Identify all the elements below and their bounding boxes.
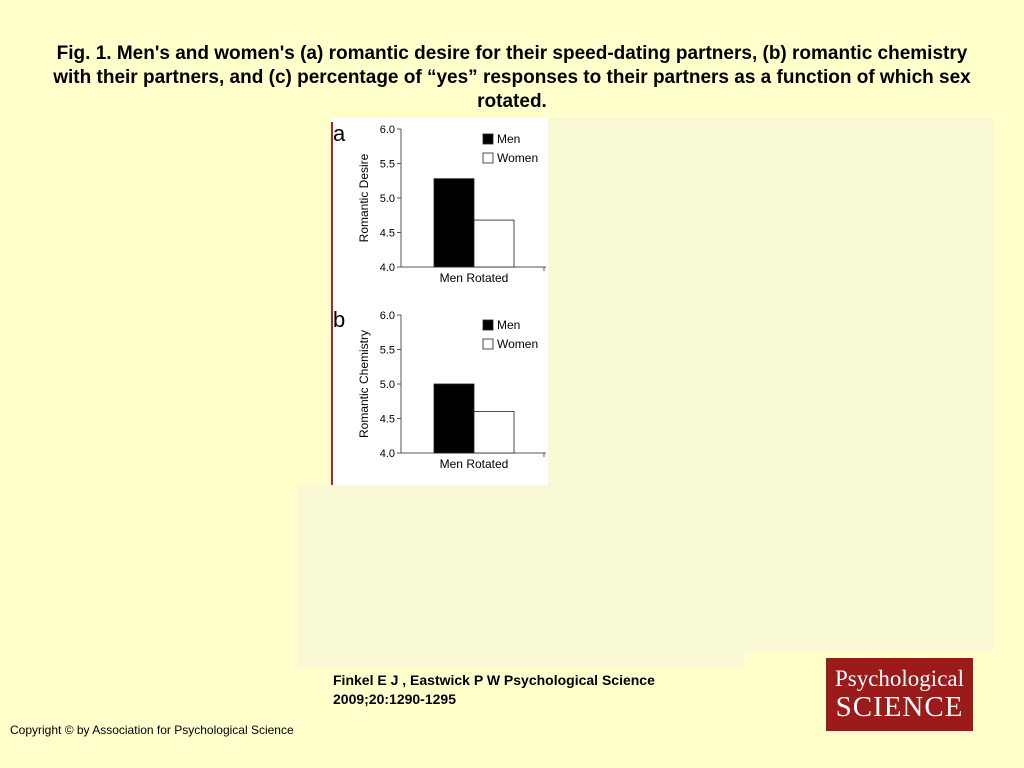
y-tick-label: 5.0 [379,193,395,205]
x-category-label: Men Rotated [439,271,509,285]
copyright-notice: Copyright © by Association for Psychological Science [10,723,294,737]
y-tick-label: 6.0 [379,310,395,322]
panel-label: a [333,121,346,146]
legend-label-women: Women [497,151,539,165]
y-tick-label: 5.5 [379,344,395,357]
panel-label: b [333,307,346,332]
citation-volume: 2009;20:1290-1295 [333,691,456,707]
y-tick-label: 4.5 [379,413,395,426]
y-tick-label: 6.0 [379,124,395,136]
y-tick-label: 4.0 [379,262,395,274]
citation-authors-journal: Finkel E J , Eastwick P W Psychological Science [333,672,655,688]
figure-title: Fig. 1. Men's and women's (a) romantic desire for their speed-dating partners, (b) romantic chemistry with their partners, and (c) percentage of “yes” responses to their partners as a function of which sex rotated. [53,43,971,112]
logo-line-2: SCIENCE [835,691,964,723]
legend-swatch-women [483,339,493,349]
y-axis-label: Romantic Desire [357,153,371,243]
figure-panel-background-bottom [297,485,744,668]
logo-line-1: Psychological [834,666,965,691]
chart-area [331,118,548,485]
bar-women [474,412,514,453]
y-tick-label: 4.0 [379,448,395,460]
chart-svg [331,118,548,485]
legend-swatch-men [483,320,493,330]
y-tick-label: 5.0 [379,379,395,391]
citation [333,671,655,709]
legend-swatch-women [483,153,493,163]
y-tick-label: 5.5 [379,158,395,171]
psychological-science-logo [826,658,973,731]
bar-men [434,179,474,267]
legend-swatch-men [483,134,493,144]
legend-label-men: Men [497,132,521,146]
legend-label-women: Women [497,337,539,351]
bar-men [434,384,474,453]
y-tick-label: 4.5 [379,227,395,240]
bar-women [474,220,514,267]
panel-border-line [331,122,333,485]
y-axis-label: Romantic Chemistry [357,329,371,439]
legend-label-men: Men [497,318,521,332]
x-category-label: Men Rotated [439,457,509,471]
